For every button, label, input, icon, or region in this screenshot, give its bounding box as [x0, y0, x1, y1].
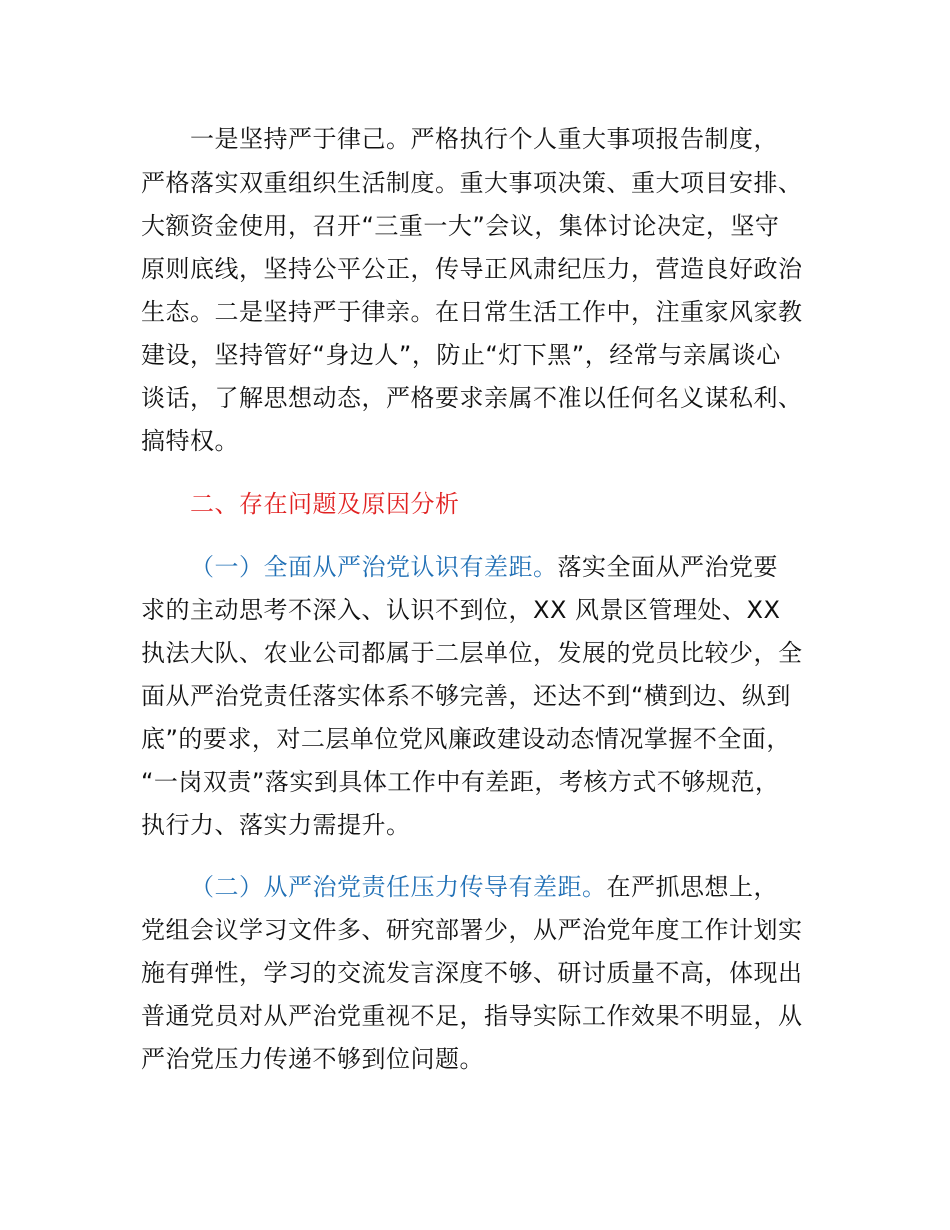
sub2-heading: （二）从严治党责任压力传导有差距。 — [190, 873, 607, 901]
sub1-line-7: 执行力、落实力需提升。 — [141, 811, 411, 839]
para1-line-3: 大额资金使用，召开“三重一大”会议，集体讨论决定，坚守 — [141, 212, 780, 240]
sub1-line-4: 面从严治党责任落实体系不够完善，还达不到“横到边、纵到 — [141, 682, 791, 710]
sub2-first-line-text: 在严抓思想上， — [606, 873, 778, 901]
para1-line-4: 原则底线，坚持公平公正，传导正风肃纪压力，营造良好政治 — [141, 255, 803, 283]
sub1-first-line — [190, 552, 778, 582]
para1-line-1: 一是坚持严于律己。严格执行个人重大事项报告制度， — [190, 125, 778, 153]
para1-line-8: 搞特权。 — [141, 427, 239, 455]
sub2-line-4: 普通党员对从严治党重视不足，指导实际工作效果不明显，从 — [141, 1002, 803, 1030]
sub2-line-5: 严治党压力传递不够到位问题。 — [141, 1045, 484, 1073]
sub1-line-6: “一岗双责”落实到具体工作中有差距，考核方式不够规范， — [141, 768, 780, 796]
para1-line-5: 生态。二是坚持严于律亲。在日常生活工作中，注重家风家教 — [141, 298, 803, 326]
para1-line-6: 建设，坚持管好“身边人”，防止“灯下黑”，经常与亲属谈心 — [141, 341, 781, 369]
para1-line-7: 谈话，了解思想动态，严格要求亲属不准以任何名义谋私利、 — [141, 384, 803, 412]
section2-heading: 二、存在问题及原因分析 — [190, 490, 460, 518]
sub2-first-line — [190, 872, 778, 902]
para1-line-2: 严格落实双重组织生活制度。重大事项决策、重大项目安排、 — [141, 169, 803, 197]
sub1-line-3: 执法大队、农业公司都属于二层单位，发展的党员比较少，全 — [141, 639, 803, 667]
sub1-first-line-text: 落实全面从严治党要 — [557, 553, 778, 581]
sub1-line-5: 底”的要求，对二层单位党风廉政建设动态情况掌握不全面， — [141, 725, 791, 753]
sub1-line-2: 求的主动思考不深入、认识不到位，XX 风景区管理处、XX — [141, 596, 781, 624]
sub2-line-3: 施有弹性，学习的交流发言深度不够、研讨质量不高，体现出 — [141, 959, 803, 987]
sub2-line-2: 党组会议学习文件多、研究部署少，从严治党年度工作计划实 — [141, 916, 803, 944]
sub1-heading: （一）全面从严治党认识有差距。 — [190, 553, 558, 581]
